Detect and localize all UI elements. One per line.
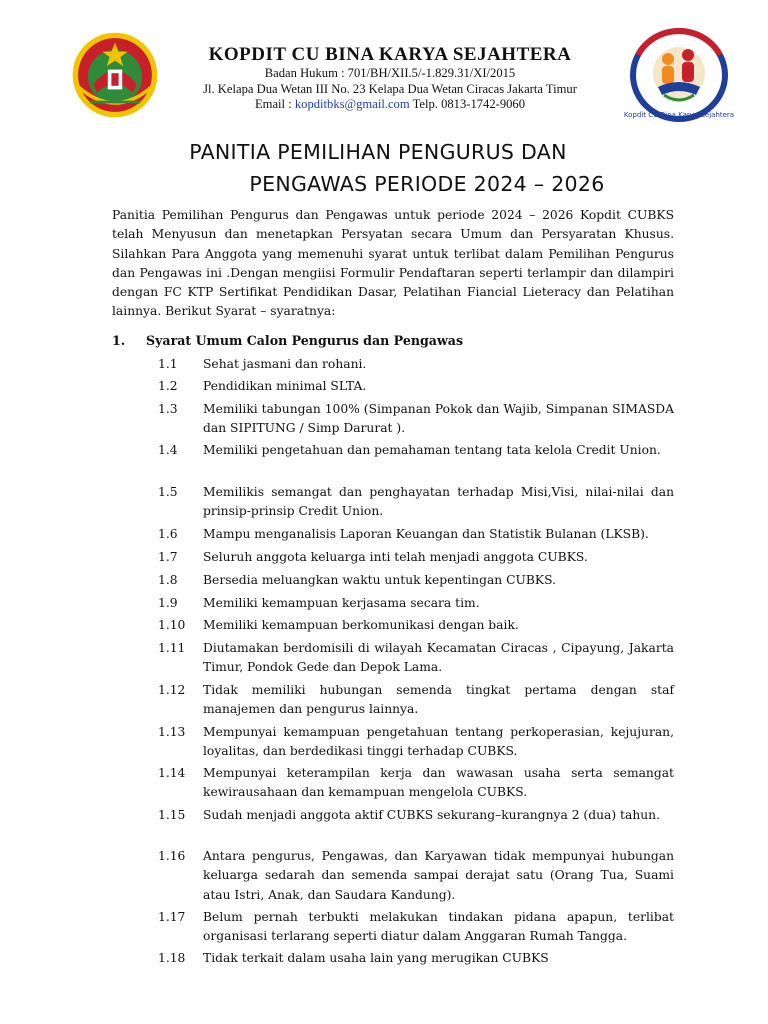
item-number: 1.15 (158, 808, 186, 822)
item-text: Memiliki kemampuan berkomunikasi dengan baik. (203, 618, 519, 632)
cu-bks-logo (624, 25, 734, 125)
section-number: 1. (112, 333, 126, 348)
item-number: 1.12 (158, 683, 186, 697)
item-text: Tidak memiliki hubungan semenda tingkat pertama dengan staf manajemen dan pengurus lainnya. (203, 683, 674, 717)
item-text: Sehat jasmani dan rohani. (203, 357, 367, 371)
item-text: Belum pernah terbukti melakukan tindakan pidana apapun, terlibat organisasi terlarang seperti diatur dalam Anggaran Rumah Tangga. (203, 910, 674, 944)
phone-number: Telp. 0813-1742-9060 (412, 97, 526, 111)
intro-paragraph: Panitia Pemilihan Pengurus dan Pengawas untuk periode 2024 – 2026 Kopdit CUBKS telah Menyusun dan menetapkan Persyatan secara Umum dan Persyaratan Khusus. Silahkan Para Anggota yang memenuhi syarat untuk terlibat dalam Pemilihan Pengurus dan Pengawas ini .Dengan mengiisi Formulir Pendaftaran seperti terlampir dan dilampiri dengan FC KTP Sertifikat Pendidikan Dasar, Pelatihan Fiancial Lieteracy dan Pelatihan lainnya. Berikut Syarat – syaratnya: (112, 208, 674, 319)
email-label: Email : (254, 97, 292, 111)
item-number: 1.5 (158, 485, 178, 499)
item-number: 1.18 (158, 951, 186, 965)
item-number: 1.10 (158, 618, 186, 632)
title-line-1: PANITIA PEMILIHAN PENGURUS DAN (189, 140, 567, 164)
section-heading (112, 331, 674, 353)
item-text: Seluruh anggota keluarga inti telah menjadi anggota CUBKS. (203, 550, 588, 564)
item-number: 1.1 (158, 357, 178, 371)
legal-entity: Badan Hukum : 701/BH/XII.5/-1.829.31/XI/2015 (264, 66, 516, 80)
org-info (155, 44, 625, 113)
item-number: 1.16 (158, 849, 186, 863)
contact-line (155, 97, 625, 113)
section-general-requirements (112, 331, 674, 965)
item-text: Memiliki tabungan 100% (Simpanan Pokok dan Wajib, Simpanan SIMASDA dan SIPITUNG / Simp Darurat ). (203, 402, 674, 436)
item-text: Tidak terkait dalam usaha lain yang merugikan CUBKS (203, 951, 549, 965)
item-text: Mampu menganalisis Laporan Keuangan dan Statistik Bulanan (LKSB). (203, 527, 649, 541)
item-text: Mempunyai keterampilan kerja dan wawasan usaha serta semangat kewirausahaan dan kemampuan mengelola CUBKS. (203, 766, 674, 800)
item-number: 1.9 (158, 596, 178, 610)
item-number: 1.4 (158, 443, 178, 457)
coop-emblem-logo (70, 30, 160, 120)
item-text: Diutamakan berdomisili di wilayah Kecamatan Ciracas , Cipayung, Jakarta Timur, Pondok Gede dan Depok Lama. (203, 641, 674, 675)
email-link[interactable]: kopditbks@gmail.com (294, 97, 410, 111)
item-text: Mempunyai kemampuan pengetahuan tentang perkoperasian, kejujuran, loyalitas, dan berdedikasi tinggi terhadap CUBKS. (203, 725, 674, 759)
title-line-2: PENGAWAS PERIODE 2024 – 2026 (249, 172, 605, 196)
letterhead (0, 0, 768, 125)
item-number: 1.17 (158, 910, 186, 924)
item-number: 1.6 (158, 527, 178, 541)
org-name: KOPDIT CU BINA KARYA SEJAHTERA (208, 44, 572, 65)
item-number: 1.2 (158, 379, 178, 393)
item-text: Bersedia meluangkan waktu untuk kepentingan CUBKS. (203, 573, 557, 587)
item-text: Memiliki pengetahuan dan pemahaman tentang tata kelola Credit Union. (203, 443, 661, 457)
item-number: 1.8 (158, 573, 178, 587)
org-address: Jl. Kelapa Dua Wetan III No. 23 Kelapa Dua Wetan Ciracas Jakarta Timur (203, 81, 577, 96)
item-number: 1.11 (158, 641, 186, 655)
item-number: 1.7 (158, 550, 178, 564)
item-text: Sudah menjadi anggota aktif CUBKS sekurang–kurangnya 2 (dua) tahun. (203, 808, 661, 822)
item-number: 1.3 (158, 402, 178, 416)
item-text: Antara pengurus, Pengawas, dan Karyawan tidak mempunyai hubungan keluarga sedarah dan semenda sampai derajat satu (Orang Tua, Suami atau Istri, Anak, dan Saudara Kandung). (203, 849, 674, 902)
document-title (100, 136, 690, 200)
item-text: Memiliki kemampuan kerjasama secara tim. (203, 596, 480, 610)
section-title: Syarat Umum Calon Pengurus dan Pengawas (146, 333, 464, 348)
item-number: 1.14 (158, 766, 186, 780)
item-text: Pendidikan minimal SLTA. (203, 379, 367, 393)
item-number: 1.13 (158, 725, 186, 739)
item-text: Memilikis semangat dan penghayatan terhadap Misi,Visi, nilai-nilai dan prinsip-prinsip Credit Union. (203, 485, 674, 519)
logo-right-text: Kopdit CU Bina Karya Sejahtera (624, 111, 734, 119)
